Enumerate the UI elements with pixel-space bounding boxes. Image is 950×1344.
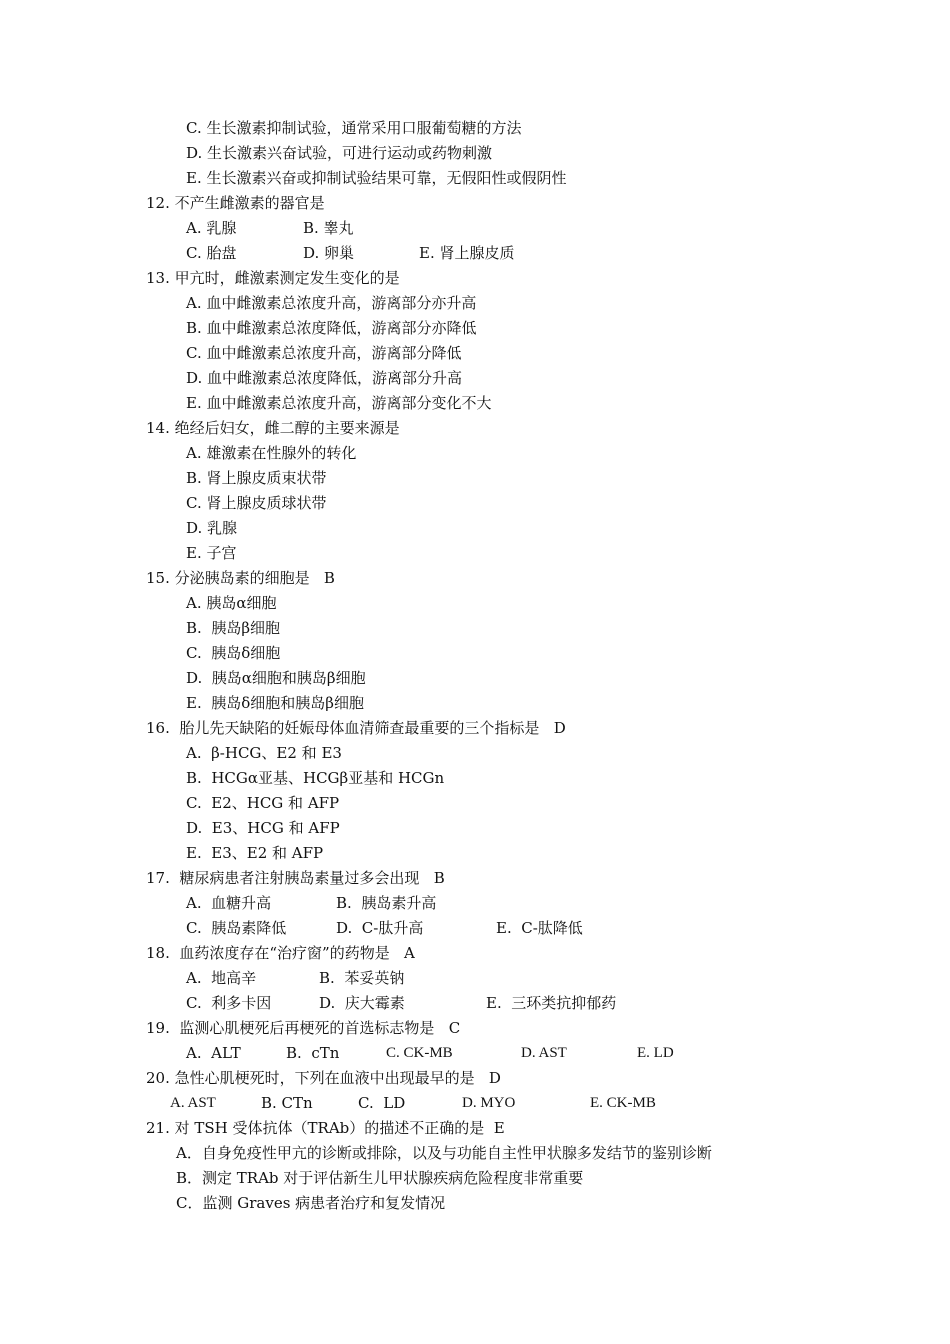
q11-option-c: C. 生长激素抑制试验，通常采用口服葡萄糖的方法 bbox=[186, 119, 522, 137]
q11-option-e: E. 生长激素兴奋或抑制试验结果可靠，无假阳性或假阴性 bbox=[186, 169, 567, 187]
q16-option-b: B. HCGα亚基、HCGβ亚基和 HCGn bbox=[186, 769, 445, 787]
q17-stem: 17. 糖尿病患者注射胰岛素量过多会出现 B bbox=[146, 869, 445, 887]
q18-option-e: E. 三环类抗抑郁药 bbox=[486, 994, 617, 1012]
q16-stem: 16. 胎儿先天缺陷的妊娠母体血清筛查最重要的三个指标是 D bbox=[146, 719, 566, 737]
q17-option-d: D. C-肽升高 bbox=[336, 919, 424, 937]
q15-option-a: A. 胰岛α细胞 bbox=[186, 594, 277, 612]
q19-option-e: E. LD bbox=[637, 1045, 674, 1061]
q17-option-c: C. 胰岛素降低 bbox=[186, 919, 287, 937]
q12-option-d: D. 卵巢 bbox=[303, 244, 355, 262]
q21-option-c: C．监测 Graves 病患者治疗和复发情况 bbox=[176, 1194, 446, 1212]
q19-stem: 19. 监测心肌梗死后再梗死的首选标志物是 C bbox=[146, 1019, 461, 1037]
q16-option-c: C. E2、HCG 和 AFP bbox=[186, 794, 340, 812]
q18-option-a: A. 地高辛 bbox=[186, 969, 257, 987]
q14-option-e: E. 子宫 bbox=[186, 544, 237, 562]
q15-stem: 15. 分泌胰岛素的细胞是 B bbox=[146, 569, 335, 587]
q16-option-a: A. β-HCG、E2 和 E3 bbox=[186, 744, 342, 762]
q16-option-d: D. E3、HCG 和 AFP bbox=[186, 819, 340, 837]
q12-option-b: B. 睾丸 bbox=[303, 219, 354, 237]
q21-option-b: B．测定 TRAb 对于评估新生儿甲状腺疾病危险程度非常重要 bbox=[176, 1169, 584, 1187]
q19-option-d: D. AST bbox=[521, 1045, 567, 1061]
q15-option-d: D. 胰岛α细胞和胰岛β细胞 bbox=[186, 669, 366, 687]
q11-option-d: D. 生长激素兴奋试验，可进行运动或药物刺激 bbox=[186, 144, 493, 162]
q20-option-c: C. LD bbox=[358, 1094, 406, 1112]
q13-stem: 13. 甲亢时，雌激素测定发生变化的是 bbox=[146, 269, 400, 287]
q12-option-a: A. 乳腺 bbox=[186, 219, 237, 237]
q20-stem: 20. 急性心肌梗死时，下列在血液中出现最早的是 D bbox=[146, 1069, 501, 1087]
q19-option-c: C. CK-MB bbox=[386, 1045, 453, 1061]
q12-stem: 12. 不产生雌激素的器官是 bbox=[146, 194, 325, 212]
q20-option-d: D. MYO bbox=[462, 1095, 516, 1111]
q13-option-e: E. 血中雌激素总浓度升高，游离部分变化不大 bbox=[186, 394, 492, 412]
q16-option-e: E. E3、E2 和 AFP bbox=[186, 844, 324, 862]
q14-stem: 14. 绝经后妇女，雌二醇的主要来源是 bbox=[146, 419, 400, 437]
q18-option-b: B. 苯妥英钠 bbox=[319, 969, 405, 987]
q14-option-c: C. 肾上腺皮质球状带 bbox=[186, 494, 327, 512]
q21-stem: 21. 对 TSH 受体抗体（TRAb）的描述不正确的是 E bbox=[146, 1119, 505, 1137]
q14-option-d: D. 乳腺 bbox=[186, 519, 238, 537]
q12-option-c: C. 胎盘 bbox=[186, 244, 237, 262]
q20-option-b: B. CTn bbox=[261, 1094, 313, 1112]
q15-option-e: E. 胰岛δ细胞和胰岛β细胞 bbox=[186, 694, 364, 712]
q15-option-b: B. 胰岛β细胞 bbox=[186, 619, 280, 637]
q13-option-a: A. 血中雌激素总浓度升高，游离部分亦升高 bbox=[186, 294, 477, 312]
q18-stem: 18. 血药浓度存在“治疗窗”的药物是 A bbox=[146, 944, 415, 962]
q20-option-a: A. AST bbox=[170, 1095, 216, 1111]
q17-option-e: E. C-肽降低 bbox=[496, 919, 583, 937]
q18-option-d: D. 庆大霉素 bbox=[319, 994, 405, 1012]
q19-option-a: A. ALT bbox=[186, 1044, 241, 1062]
q19-option-b: B. cTn bbox=[286, 1044, 340, 1062]
q13-option-c: C. 血中雌激素总浓度升高，游离部分降低 bbox=[186, 344, 462, 362]
q12-option-e: E. 肾上腺皮质 bbox=[419, 244, 515, 262]
q13-option-d: D. 血中雌激素总浓度降低，游离部分升高 bbox=[186, 369, 463, 387]
q13-option-b: B. 血中雌激素总浓度降低，游离部分亦降低 bbox=[186, 319, 477, 337]
q18-option-c: C. 利多卡因 bbox=[186, 994, 272, 1012]
q21-option-a: A．自身免疫性甲亢的诊断或排除，以及与功能自主性甲状腺多发结节的鉴别诊断 bbox=[176, 1144, 712, 1162]
q20-option-e: E. CK-MB bbox=[590, 1095, 656, 1111]
q14-option-a: A. 雄激素在性腺外的转化 bbox=[186, 444, 357, 462]
q17-option-b: B. 胰岛素升高 bbox=[336, 894, 437, 912]
q14-option-b: B. 肾上腺皮质束状带 bbox=[186, 469, 327, 487]
q15-option-c: C. 胰岛δ细胞 bbox=[186, 644, 281, 662]
q17-option-a: A. 血糖升高 bbox=[186, 894, 272, 912]
